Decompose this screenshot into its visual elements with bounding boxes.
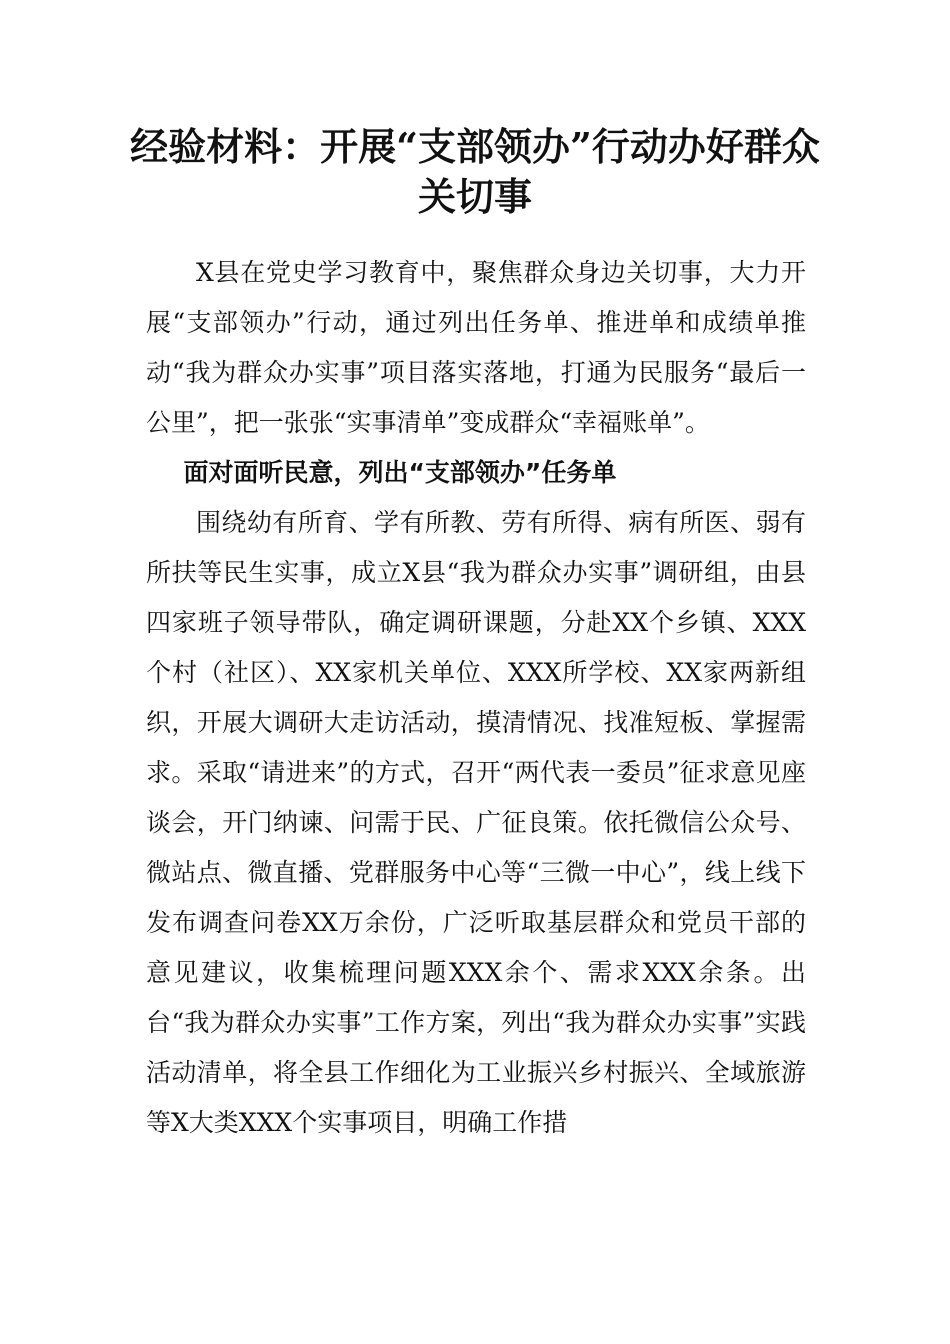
document-title: 经验材料：开展“支部领办”行动办好群众关切事 [130, 124, 820, 219]
intro-paragraph: X县在党史学习教育中，聚焦群众身边关切事，大力开展“支部领办”行动，通过列出任务单、推进单和成绩单推动“我为群众办实事”项目落实落地，打通为民服务“最后一公里”，把一张张“实事清单”变成群众“幸福账单”。 [146, 258, 806, 437]
section-paragraph: 围绕幼有所育、学有所教、劳有所得、病有所医、弱有所扶等民生实事，成立X县“我为群众办实事”调研组，由县四家班子领导带队，确定调研课题，分赴XX个乡镇、XXX个村（社区）、XX家机关单位、XXX所学校、XX家两新组织，开展大调研大走访活动，摸清情况、找准短板、掌握需求。采取“请进来”的方式，召开“两代表一委员”征求意见座谈会，开门纳谏、问需于民、广征良策。依托微信公众号、微站点、微直播、党群服务中心等“三微一中心”，线上线下发布调查问卷XX万余份，广泛听取基层群众和党员干部的意见建议，收集梳理问题XXX余个、需求XXX余条。出台“我为群众办实事”工作方案，列出“我为群众办实事”实践活动清单，将全县工作细化为工业振兴乡村振兴、全域旅游等X大类XXX个实事项目，明确工作措 [146, 508, 806, 1137]
document-body [146, 248, 806, 1148]
section-heading: 面对面听民意，列出“支部领办”任务单 [183, 458, 617, 487]
